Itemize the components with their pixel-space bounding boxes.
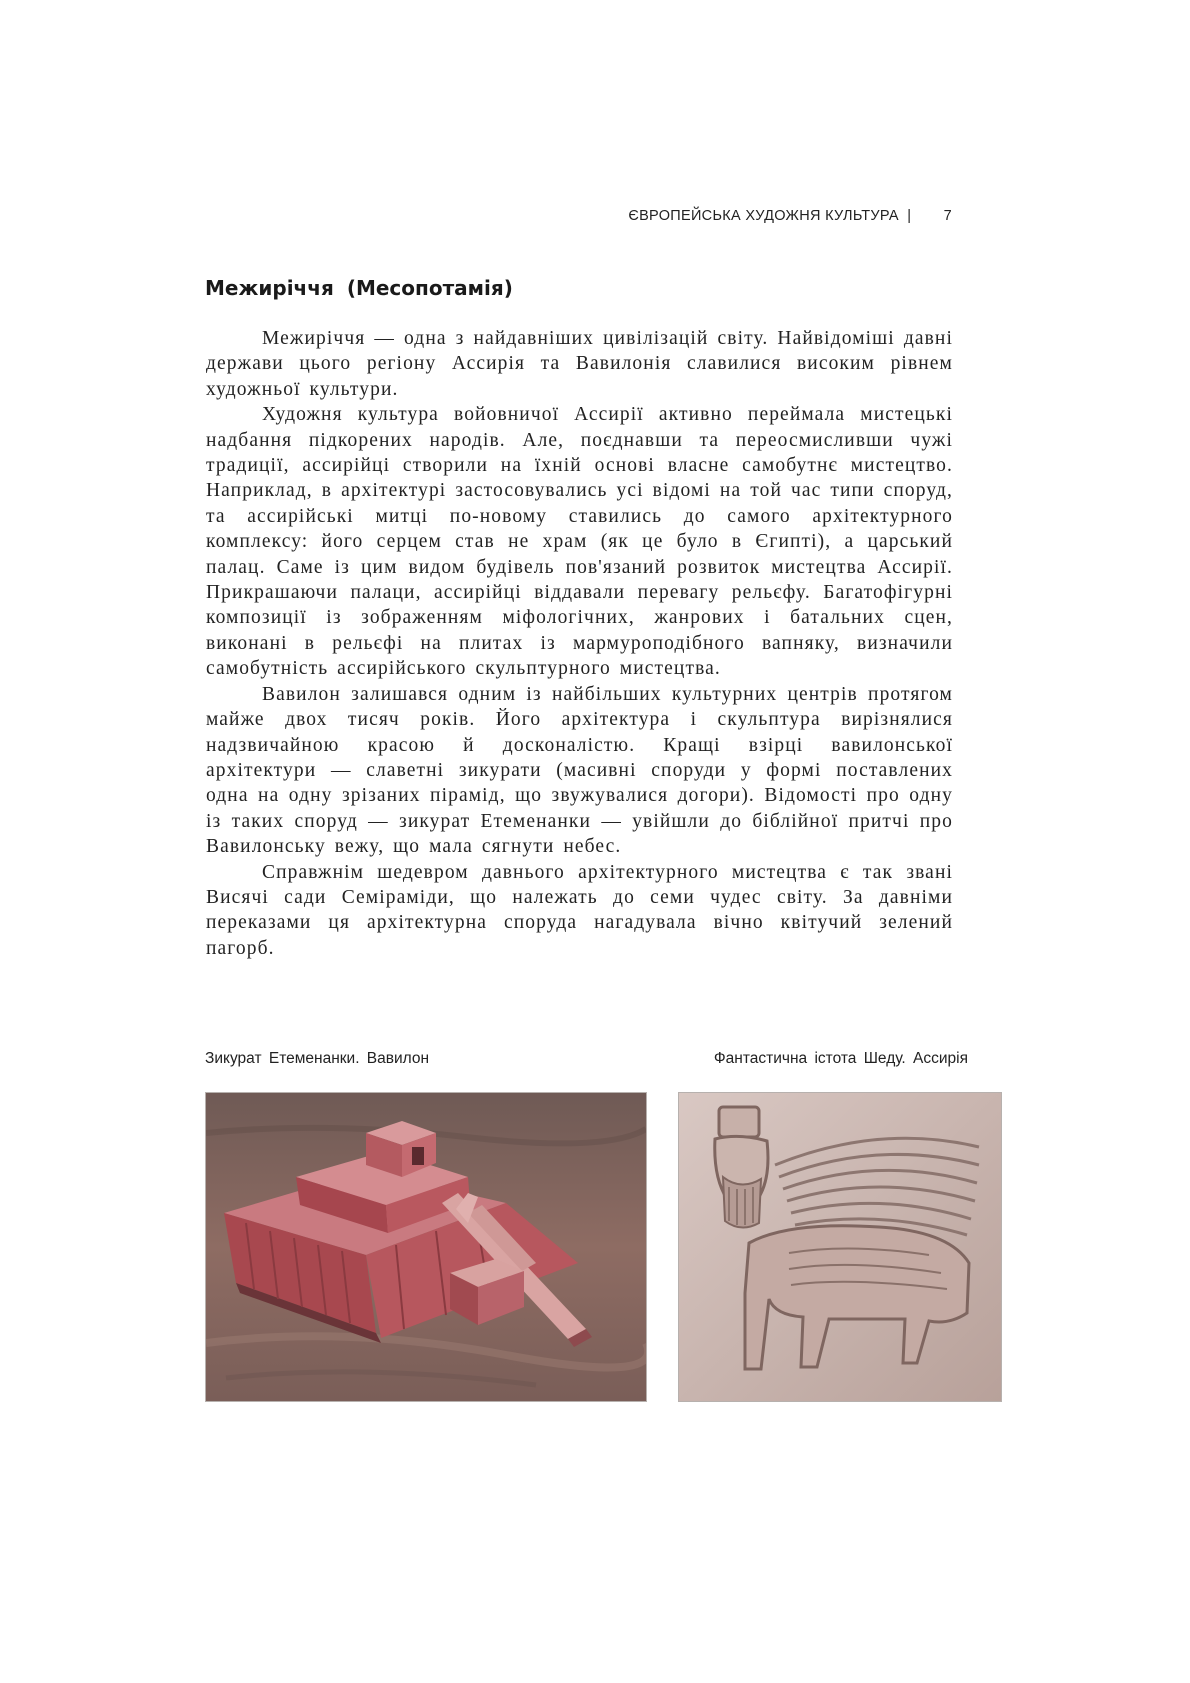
figure-caption-shedu: Фантастична істота Шеду. Ассирія [713, 1050, 968, 1067]
paragraph: Вавилон залишався одним із найбільших культурних центрів протягом майже двох тисяч років. Його архітектура і скульптура вирізнялися надзвичайною красою й досконалістю. Кращі взірці вавилонської архітектури — славетні зикурати (масивні споруди у формі поставлених одна на одну зрізаних пірамід, що звужувалися догори). Відомості про одну із таких споруд — зикурат Етеменанки — увійшли до біблійної притчі про Вавилонську вежу, що мала сягнути небес. [206, 683, 953, 858]
running-head [628, 208, 952, 224]
running-title: ЄВРОПЕЙСЬКА ХУДОЖНЯ КУЛЬТУРА [628, 208, 899, 224]
page-number: 7 [943, 208, 952, 224]
shedu-drawing [679, 1093, 1001, 1401]
shedu-relief-illustration [678, 1092, 1002, 1402]
paragraph: Художня культура войовничої Ассирії активно переймала мистецькі надбання підкорених народів. Але, поєднавши та переосмисливши чужі традиції, ассирійці створили на їхній основі власне самобутнє мистецтво. Наприклад, в архітектурі застосовувались усі відомі на той час типи споруд, та ассирійські митці по-новому ставились до самого архітектурного комплексу: його серцем став не храм (як це було в Єгипті), а царський палац. Саме із цим видом будівель пов'язаний розвиток мистецтва Ассирії. Прикрашаючи палаци, ассирійці віддавали перевагу рельєфу. Багатофігурні композиції із зображенням міфологічних, жанрових і батальних сцен, виконані в рельєфі на плитах із мармуроподібного вапняку, визначили самобутність ассирійського скульптурного мистецтва. [206, 404, 953, 680]
section-title: Межиріччя (Месопотамія) [205, 276, 513, 300]
ziggurat-illustration [205, 1092, 647, 1402]
paragraph: Справжнім шедевром давнього архітектурного мистецтва є так звані Висячі сади Семіраміди, що належать до семи чудес світу. За давніми переказами ця архітектурна споруда нагадувала вічно квітучий зелений пагорб. [206, 861, 953, 959]
paragraph: Межиріччя — одна з найдавніших цивілізацій світу. Найвідоміші давні держави цього регіону Ассирія та Вавилонія славилися високим рівнем художньої культури. [206, 328, 953, 400]
body-text [206, 326, 953, 961]
header-separator: | [907, 208, 912, 224]
figure-caption-ziggurat: Зикурат Етеменанки. Вавилон [205, 1050, 430, 1067]
ziggurat-drawing [206, 1093, 646, 1401]
